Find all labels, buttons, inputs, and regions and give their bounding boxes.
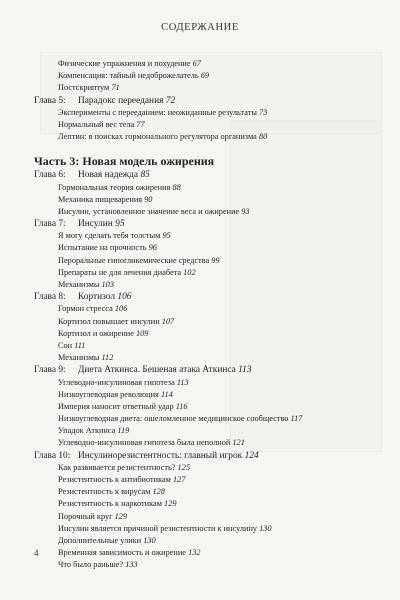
toc-entry-title — [58, 303, 127, 315]
toc-entry-title — [58, 107, 267, 119]
toc-page-number: 103 — [101, 280, 114, 289]
toc-chapter-label: Глава 5: — [34, 95, 66, 106]
toc-entry-text: Лептин: в поисках гормонального регулятора организма — [58, 132, 257, 142]
toc-page-number: 116 — [175, 401, 188, 411]
toc-entry-text: Резистентность к наркотикам — [58, 499, 162, 509]
toc-entry-title — [78, 364, 252, 376]
toc-entry-title — [58, 486, 165, 498]
toc-entry-title — [58, 474, 185, 486]
toc-page-number: 114 — [160, 389, 173, 399]
toc-page-number: 106 — [114, 304, 128, 314]
toc-entry — [34, 498, 382, 510]
toc-chapter — [34, 291, 382, 303]
toc-page-number: 67 — [192, 59, 201, 68]
toc-page-number: 80 — [258, 132, 268, 142]
toc-page-number: 73 — [258, 107, 268, 117]
toc-entry-text: Низкоуглеводная диета: ошеломленное медицинское сообщество — [58, 414, 289, 424]
toc-page-number: 93 — [241, 206, 250, 216]
toc-chapter — [34, 364, 382, 376]
toc-entry-title — [58, 82, 120, 94]
toc-page-number: 121 — [232, 438, 245, 448]
toc-entry-text: Я могу сделать тебя толстым — [58, 231, 161, 241]
toc-entry-title — [78, 218, 125, 230]
toc-entry-title — [78, 291, 131, 303]
toc-entry-title — [58, 462, 190, 474]
toc-entry — [34, 547, 382, 559]
toc-entry-title — [58, 70, 209, 82]
toc-chapter-label: Глава 9: — [34, 365, 66, 376]
toc-chapter-label: Глава 8: — [34, 292, 66, 303]
toc-entry — [34, 119, 382, 131]
toc-entry-text: Нормальный вес тела — [58, 119, 135, 129]
toc-entry-title — [58, 316, 174, 328]
toc-entry-text: Физические упражнения и похудение — [58, 59, 191, 68]
toc-entry-title — [58, 194, 152, 206]
toc-entry — [34, 107, 382, 119]
toc-entry — [34, 523, 382, 535]
toc-entry — [34, 486, 382, 498]
toc-page-number: 124 — [244, 450, 259, 461]
toc-page-number: 112 — [101, 353, 114, 363]
toc-entry — [34, 437, 382, 449]
toc-entry-title — [58, 267, 196, 279]
toc-entry — [34, 413, 382, 425]
toc-entry — [34, 425, 382, 437]
toc-chapter-label: Глава 7: — [34, 219, 66, 230]
toc-entry-text: Низкоуглеводная революция — [58, 389, 159, 399]
toc-page-number: 129 — [114, 511, 128, 521]
toc-page-number: 85 — [140, 170, 150, 181]
toc-entry-title — [58, 413, 302, 425]
toc-entry-text: Дополнительные улики — [58, 535, 142, 545]
toc-entry-text: Испытание на прочность — [58, 243, 147, 253]
toc-page-number: 117 — [290, 414, 303, 424]
toc-page-number: 72 — [165, 95, 176, 106]
toc-page-number: 88 — [172, 182, 181, 192]
toc-entry — [34, 182, 382, 194]
toc-page-number: 125 — [177, 462, 190, 472]
toc-entry — [34, 242, 382, 254]
toc-page-number: 102 — [183, 267, 196, 277]
toc-entry-title — [58, 523, 272, 535]
toc-entry — [34, 401, 382, 413]
toc-entry — [34, 340, 382, 352]
page-number: 4 — [34, 548, 39, 558]
toc-entry-title — [78, 450, 259, 462]
toc-entry-text: Диета Аткинса. Бешеная атака Аткинса — [78, 365, 236, 376]
toc-entry-text: Кортизол повышает инсулин — [58, 316, 160, 326]
toc-entry-title — [58, 131, 267, 143]
toc-entry-title — [58, 119, 145, 131]
toc-entry-text: Империя наносит ответный удар — [58, 401, 174, 411]
toc-entry — [34, 511, 382, 523]
toc-entry-text: Механизмы — [58, 280, 100, 289]
toc-page-number: 128 — [152, 487, 165, 497]
toc-entry-text: Кортизол и ожирение — [58, 328, 134, 338]
toc-page-number: 90 — [144, 194, 153, 204]
toc-entry — [34, 462, 382, 474]
toc-entry-title — [58, 255, 220, 267]
toc-entry-text: Гормон стресса — [58, 304, 113, 314]
toc-page-number: 127 — [173, 475, 186, 484]
toc-page-number: 130 — [259, 523, 272, 533]
toc-entry-title — [58, 547, 201, 559]
toc-entry-title — [58, 206, 250, 218]
toc-entry-title — [78, 169, 150, 181]
toc-entry — [34, 131, 382, 143]
toc-entry-text: Пероральные гипогликемические средства — [58, 255, 210, 265]
toc-entry-text: Инсулин, установленное значение веса и ожирение — [58, 206, 240, 216]
toc-entry-text: Парадокс переедания — [78, 95, 164, 106]
toc-page-number: 130 — [143, 535, 156, 545]
toc-page-number: 106 — [117, 292, 132, 303]
toc-entry — [34, 194, 382, 206]
toc-entry-title — [58, 328, 148, 340]
toc-entry — [34, 352, 382, 364]
toc-entry — [34, 70, 382, 82]
toc-page-number: 95 — [115, 219, 125, 230]
toc-page-number: 109 — [135, 328, 149, 338]
toc-chapter-label: Глава 10: — [34, 450, 71, 461]
toc-entry-text: Гормональная теория ожирения — [58, 182, 171, 192]
toc-entry — [34, 389, 382, 401]
toc-entry-text: Препараты не для лечения диабета — [58, 267, 182, 277]
toc-entry-title — [58, 535, 156, 547]
page-title: СОДЕРЖАНИЕ — [161, 22, 239, 33]
toc-entry-title — [58, 58, 201, 70]
toc-entry — [34, 316, 382, 328]
toc-page-number: 107 — [161, 316, 175, 326]
toc-page-number: 119 — [117, 426, 130, 436]
toc-entry-text: Механика пищеварения — [58, 194, 143, 204]
toc-entry — [34, 328, 382, 340]
toc-entry-text: Механизмы — [58, 353, 100, 363]
toc-entry-title — [58, 511, 127, 523]
toc-chapter-label: Глава 6: — [34, 170, 66, 181]
toc-entry-title — [58, 389, 173, 401]
toc-entry-title — [58, 437, 245, 449]
toc-entry-text: Углеводно-инсулиновая гипотеза была неполной — [58, 438, 231, 448]
toc-entry — [34, 206, 382, 218]
toc-entry-title — [58, 425, 129, 437]
toc-entry-text: Инсулин является причиной резистентности к инсулину — [58, 523, 258, 533]
toc-page-number: 71 — [111, 83, 120, 93]
toc-entry — [34, 255, 382, 267]
toc-entry-text: Новая надежда — [78, 170, 139, 181]
toc-page-number: 95 — [162, 231, 171, 241]
toc-entry — [34, 559, 382, 571]
toc-entry-text: Инсулинорезистентность: главный игрок — [78, 450, 243, 461]
toc-entry-text: Эксперименты с перееданием: неожиданные результаты — [58, 107, 257, 117]
toc-entry-title — [58, 401, 188, 413]
toc-page-number: 69 — [200, 71, 210, 81]
toc-entry-text: Инсулин — [78, 219, 113, 230]
toc-entry-title — [58, 377, 189, 389]
toc-entry-title — [58, 559, 138, 571]
toc-part-title: Часть 3: Новая модель ожирения — [34, 154, 215, 169]
toc-entry-text: Компенсация: тайный недоброжелатель — [58, 71, 199, 81]
toc-entry — [34, 377, 382, 389]
toc-page-number: 99 — [211, 255, 220, 265]
toc-page-number: 113 — [176, 377, 189, 387]
toc-entry-title — [78, 95, 175, 107]
toc-entry-title — [58, 340, 85, 352]
toc-entry-title — [58, 352, 113, 364]
toc-page-number: 132 — [188, 548, 201, 558]
toc-entry-text: Постскриптум — [58, 83, 110, 93]
toc-page-number: 129 — [164, 499, 177, 509]
toc-entry-text: Упадок Аткинса — [58, 426, 116, 436]
toc-chapter — [34, 95, 382, 107]
toc-entry-text: Кортизол — [78, 292, 116, 303]
toc-entry — [34, 279, 382, 291]
toc-entry-title — [58, 498, 177, 510]
toc-entry — [34, 267, 382, 279]
toc-entry-title — [58, 279, 114, 291]
toc-entry — [34, 82, 382, 94]
toc-chapter — [34, 450, 382, 462]
toc-page-number: 77 — [136, 119, 145, 129]
toc-entry-title — [58, 230, 171, 242]
toc-entry-text: Временная зависимость и ожирение — [58, 548, 186, 558]
toc-part-heading — [34, 153, 382, 169]
toc-entry-text: Углеводно-инсулиновая гипотеза — [58, 377, 175, 387]
toc-entry — [34, 58, 382, 70]
toc-entry-text: Как развивается резистентность? — [58, 462, 176, 472]
toc-entry — [34, 535, 382, 547]
toc-entry — [34, 474, 382, 486]
toc-page-number: 113 — [238, 365, 252, 376]
toc-chapter — [34, 218, 382, 230]
toc-entry-text: Что было раньше? — [58, 560, 124, 570]
toc-entry-title — [58, 182, 181, 194]
toc-entry-text: Сон — [58, 340, 73, 350]
toc-chapter — [34, 169, 382, 181]
table-of-contents — [34, 58, 382, 572]
toc-entry-text: Резистентность к антибиотикам — [58, 475, 171, 484]
toc-entry-title — [58, 242, 157, 254]
toc-entry — [34, 303, 382, 315]
toc-entry-text: Резистентность к вирусам — [58, 487, 151, 497]
toc-entry-text: Порочный круг — [58, 511, 113, 521]
toc-page-number: 111 — [74, 340, 86, 350]
toc-entry — [34, 230, 382, 242]
toc-page-number: 96 — [148, 243, 157, 253]
toc-page-number: 133 — [125, 560, 138, 570]
